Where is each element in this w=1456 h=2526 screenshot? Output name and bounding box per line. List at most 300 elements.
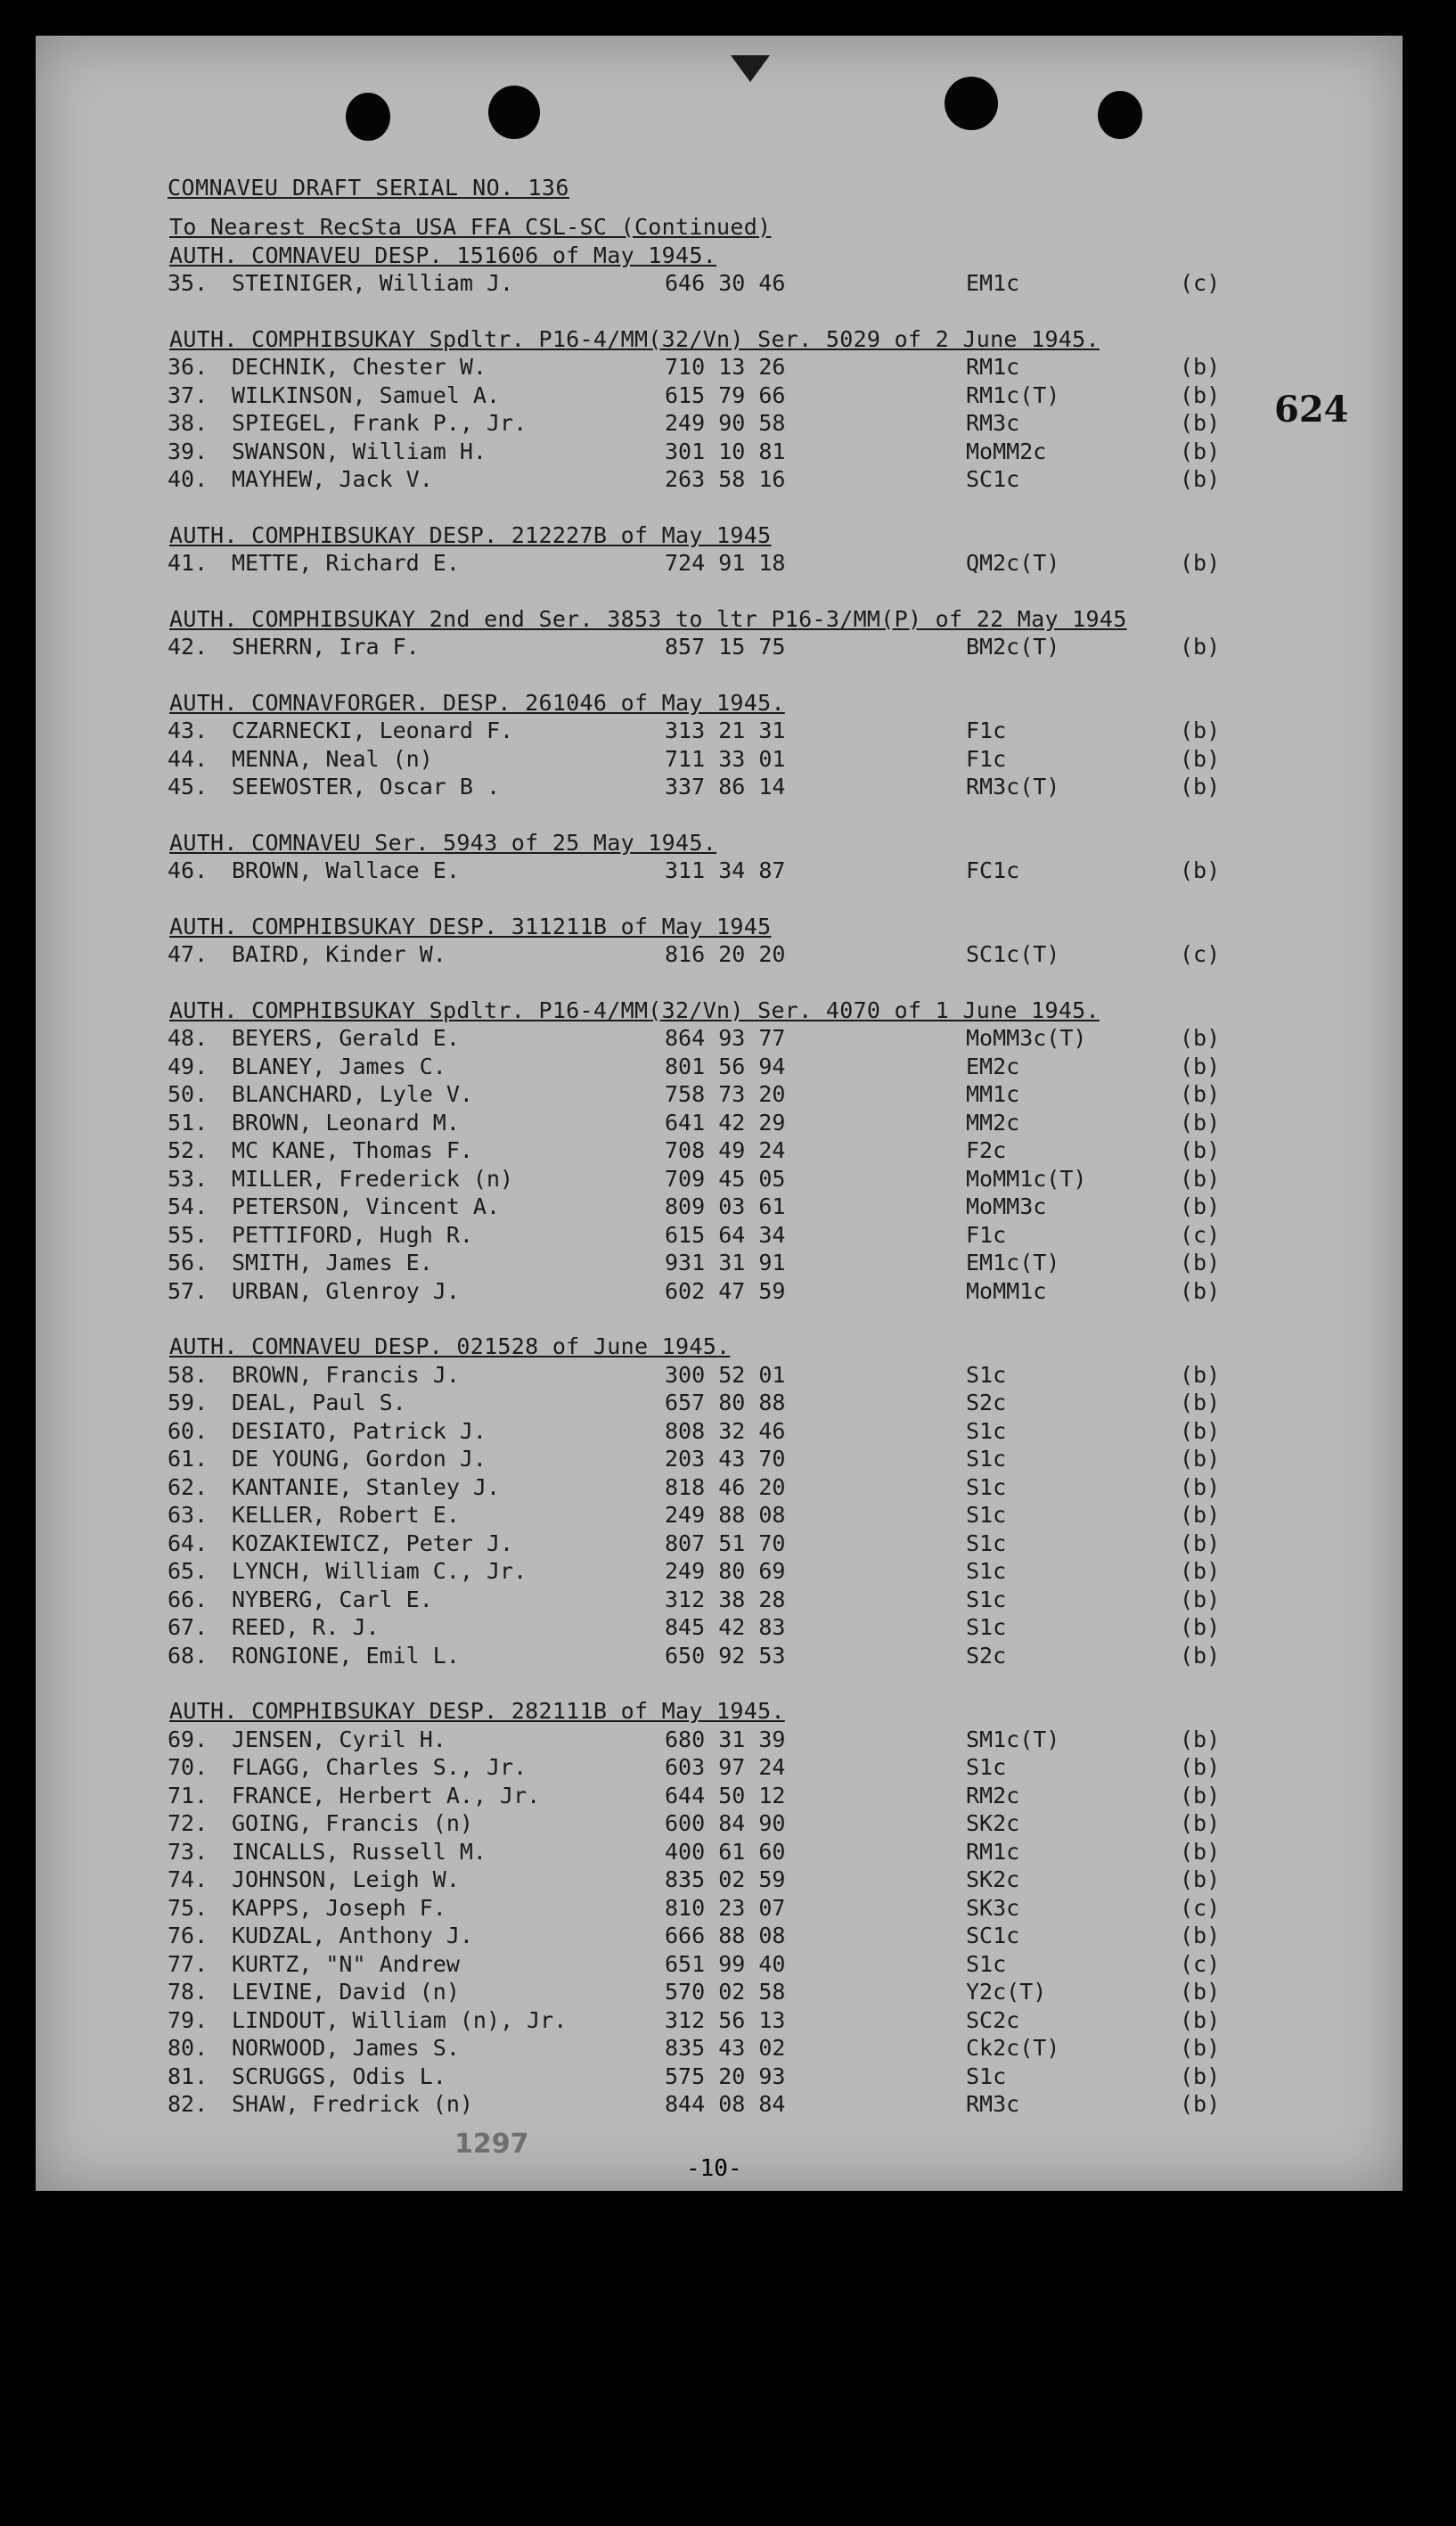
roster-row (168, 1278, 1255, 1305)
rating: S1c (966, 1586, 1007, 1612)
service-number: 337 86 14 (665, 774, 786, 800)
status-code: (b) (1180, 1361, 1221, 1388)
status-code: (b) (1180, 1923, 1221, 1948)
roster-row (168, 2035, 1255, 2062)
roster-row (168, 774, 1255, 800)
rating: S1c (966, 1502, 1007, 1528)
page-stamp-number: 624 (1274, 389, 1349, 431)
entry-number: 45. (168, 774, 209, 800)
entry-number: 37. (168, 381, 209, 408)
entry-number: 59. (168, 1390, 209, 1415)
sailor-name: BLANCHARD, Lyle V. (232, 1081, 473, 1107)
service-number: 857 15 75 (665, 634, 786, 660)
entry-number: 81. (168, 2063, 209, 2089)
service-number: 249 88 08 (665, 1502, 786, 1528)
status-code: (b) (1180, 1277, 1221, 1304)
entry-number: 38. (168, 410, 209, 436)
status-code: (b) (1180, 1053, 1221, 1079)
sailor-name: SHERRN, Ira F. (232, 634, 420, 660)
sailor-name: URBAN, Glenroy J. (232, 1277, 460, 1304)
sailor-name: JOHNSON, Leigh W. (232, 1866, 460, 1892)
roster-row (168, 270, 1255, 297)
sailor-name: BLANEY, James C. (232, 1053, 446, 1079)
roster-row (168, 439, 1255, 465)
section-header: AUTH. COMPHIBSUKAY DESP. 282111B of May 1945. (169, 1698, 785, 1724)
entry-number: 55. (168, 1221, 209, 1248)
roster-row (168, 1726, 1255, 1753)
sailor-name: BEYERS, Gerald E. (232, 1025, 460, 1051)
sailor-name: DE YOUNG, Gordon J. (232, 1446, 487, 1472)
service-number: 600 84 90 (665, 1810, 786, 1836)
service-number: 758 73 20 (665, 1081, 786, 1107)
service-number: 570 02 58 (665, 1979, 786, 2005)
service-number: 651 99 40 (665, 1950, 786, 1977)
roster-row (168, 1895, 1255, 1922)
status-code: (b) (1180, 2006, 1221, 2033)
sailor-name: JENSEN, Cyril H. (232, 1726, 446, 1752)
entry-number: 57. (168, 1277, 209, 1304)
service-number: 864 93 77 (665, 1025, 786, 1051)
status-code: (b) (1180, 1810, 1221, 1836)
service-number: 724 91 18 (665, 550, 786, 576)
rating: S1c (966, 1361, 1007, 1388)
service-number: 575 20 93 (665, 2063, 786, 2089)
sailor-name: PETTIFORD, Hugh R. (232, 1221, 473, 1248)
sailor-name: LINDOUT, William (n), Jr. (232, 2006, 568, 2033)
rating: Y2c(T) (966, 1979, 1047, 2005)
sailor-name: METTE, Richard E. (232, 550, 460, 576)
rating: MM1c (966, 1081, 1020, 1107)
entry-number: 46. (168, 857, 209, 883)
section-header: AUTH. COMPHIBSUKAY 2nd end Ser. 3853 to ltr P16-3/MM(P) of 22 May 1945 (169, 605, 1127, 632)
sailor-name: STEINIGER, William J. (232, 270, 514, 296)
entry-number: 80. (168, 2035, 209, 2061)
service-number: 680 31 39 (665, 1726, 786, 1752)
sailor-name: MAYHEW, Jack V. (232, 466, 433, 492)
roster-row (168, 2063, 1255, 2090)
entry-number: 76. (168, 1923, 209, 1948)
rating: EM1c (966, 270, 1020, 296)
entry-number: 56. (168, 1250, 209, 1275)
sailor-name: MC KANE, Thomas F. (232, 1137, 473, 1163)
sailor-name: SEEWOSTER, Oscar B . (232, 774, 501, 800)
rating: S1c (966, 1473, 1007, 1500)
rating: SK2c (966, 1866, 1020, 1892)
section-header: AUTH. COMPHIBSUKAY DESP. 311211B of May 1945 (169, 913, 772, 939)
entry-number: 43. (168, 718, 209, 743)
service-number: 808 32 46 (665, 1417, 786, 1444)
roster-row (168, 1137, 1255, 1164)
status-code: (b) (1180, 1838, 1221, 1865)
status-code: (b) (1180, 1558, 1221, 1584)
status-code: (b) (1180, 634, 1221, 660)
sailor-name: SWANSON, William H. (232, 438, 487, 464)
rating: RM1c (966, 1838, 1020, 1865)
rating: S1c (966, 1614, 1007, 1640)
roster-row (168, 746, 1255, 773)
status-code: (b) (1180, 857, 1221, 883)
status-code: (b) (1180, 2035, 1221, 2061)
status-code: (b) (1180, 1642, 1221, 1669)
sailor-name: MENNA, Neal (n) (232, 745, 433, 772)
roster-row (168, 1979, 1255, 2005)
rating: S2c (966, 1390, 1007, 1415)
rating: SC2c (966, 2006, 1020, 2033)
service-number: 311 34 87 (665, 857, 786, 883)
rating: SM1c(T) (966, 1726, 1060, 1752)
rating: S1c (966, 1754, 1007, 1780)
roster-row (168, 941, 1255, 968)
roster-row (168, 354, 1255, 381)
status-code: (b) (1180, 1866, 1221, 1892)
sailor-name: MILLER, Frederick (n) (232, 1165, 514, 1192)
entry-number: 78. (168, 1979, 209, 2005)
sailor-name: FLAGG, Charles S., Jr. (232, 1754, 528, 1780)
service-number: 845 42 83 (665, 1614, 786, 1640)
status-code: (b) (1180, 410, 1221, 436)
status-code: (b) (1180, 1193, 1221, 1219)
roster-row (168, 1054, 1255, 1080)
service-number: 810 23 07 (665, 1894, 786, 1921)
service-number: 301 10 81 (665, 438, 786, 464)
rating: F1c (966, 718, 1007, 743)
entry-number: 70. (168, 1754, 209, 1780)
entry-number: 69. (168, 1726, 209, 1752)
section-header: To Nearest RecSta USA FFA CSL-SC (Continued) (169, 214, 772, 240)
entry-number: 47. (168, 941, 209, 967)
entry-number: 51. (168, 1109, 209, 1136)
status-code: (b) (1180, 1726, 1221, 1752)
status-code: (b) (1180, 550, 1221, 576)
handwritten-number: 1297 (454, 2128, 529, 2160)
rating: S1c (966, 1417, 1007, 1444)
sailor-name: KUDZAL, Anthony J. (232, 1923, 473, 1948)
roster-row (168, 1866, 1255, 1893)
sailor-name: KURTZ, "N" Andrew (232, 1950, 460, 1977)
section-header: AUTH. COMPHIBSUKAY DESP. 212227B of May 1945 (169, 521, 772, 548)
entry-number: 44. (168, 745, 209, 772)
roster-row (168, 1951, 1255, 1978)
status-code: (b) (1180, 1473, 1221, 1500)
roster-row (168, 466, 1255, 493)
document-content (36, 36, 1403, 2191)
rating: EM1c(T) (966, 1250, 1060, 1275)
roster-row (168, 1530, 1255, 1557)
status-code: (b) (1180, 354, 1221, 380)
service-number: 615 64 34 (665, 1221, 786, 1248)
status-code: (b) (1180, 466, 1221, 492)
roster-row (168, 1222, 1255, 1249)
service-number: 708 49 24 (665, 1137, 786, 1163)
sailor-name: NYBERG, Carl E. (232, 1586, 433, 1612)
rating: F1c (966, 1221, 1007, 1248)
roster-row (168, 1250, 1255, 1276)
status-code: (b) (1180, 1417, 1221, 1444)
roster-row (168, 634, 1255, 660)
rating: RM1c (966, 354, 1020, 380)
status-code: (b) (1180, 381, 1221, 408)
rating: S1c (966, 1950, 1007, 1977)
rating: MoMM1c (966, 1277, 1047, 1304)
service-number: 709 45 05 (665, 1165, 786, 1192)
service-number: 249 90 58 (665, 410, 786, 436)
document-title: COMNAVEU DRAFT SERIAL NO. 136 (168, 175, 569, 201)
rating: MoMM3c(T) (966, 1025, 1087, 1051)
entry-number: 63. (168, 1502, 209, 1528)
entry-number: 60. (168, 1417, 209, 1444)
sailor-name: REED, R. J. (232, 1614, 380, 1640)
rating: SC1c(T) (966, 941, 1060, 967)
rating: MoMM1c(T) (966, 1165, 1087, 1192)
rating: MoMM3c (966, 1193, 1047, 1219)
status-code: (b) (1180, 1250, 1221, 1275)
rating: S1c (966, 2063, 1007, 2089)
rating: RM3c (966, 410, 1020, 436)
status-code: (b) (1180, 1502, 1221, 1528)
rating: S2c (966, 1642, 1007, 1669)
service-number: 641 42 29 (665, 1109, 786, 1136)
status-code: (b) (1180, 1586, 1221, 1612)
status-code: (b) (1180, 1754, 1221, 1780)
status-code: (b) (1180, 1390, 1221, 1415)
entry-number: 39. (168, 438, 209, 464)
entry-number: 62. (168, 1473, 209, 1500)
rating: S1c (966, 1530, 1007, 1556)
roster-row (168, 1193, 1255, 1220)
service-number: 818 46 20 (665, 1473, 786, 1500)
entry-number: 58. (168, 1361, 209, 1388)
rating: S1c (966, 1446, 1007, 1472)
service-number: 801 56 94 (665, 1053, 786, 1079)
service-number: 603 97 24 (665, 1754, 786, 1780)
entry-number: 67. (168, 1614, 209, 1640)
section-header: AUTH. COMPHIBSUKAY Spdltr. P16-4/MM(32/Vn) Ser. 4070 of 1 June 1945. (169, 996, 1100, 1023)
roster-row (168, 1390, 1255, 1416)
entry-number: 64. (168, 1530, 209, 1556)
sailor-name: BROWN, Wallace E. (232, 857, 460, 883)
rating: SK3c (966, 1894, 1020, 1921)
status-code: (b) (1180, 1530, 1221, 1556)
service-number: 263 58 16 (665, 466, 786, 492)
service-number: 711 33 01 (665, 745, 786, 772)
service-number: 816 20 20 (665, 941, 786, 967)
roster-row (168, 1587, 1255, 1613)
roster-row (168, 1474, 1255, 1501)
entry-number: 40. (168, 466, 209, 492)
roster-row (168, 1614, 1255, 1641)
service-number: 203 43 70 (665, 1446, 786, 1472)
entry-number: 61. (168, 1446, 209, 1472)
status-code: (b) (1180, 2063, 1221, 2089)
sailor-name: SMITH, James E. (232, 1250, 433, 1275)
rating: FC1c (966, 857, 1020, 883)
service-number: 666 88 08 (665, 1923, 786, 1948)
service-number: 807 51 70 (665, 1530, 786, 1556)
service-number: 931 31 91 (665, 1250, 786, 1275)
service-number: 400 61 60 (665, 1838, 786, 1865)
roster-row (168, 718, 1255, 744)
status-code: (b) (1180, 1165, 1221, 1192)
rating: RM3c(T) (966, 774, 1060, 800)
service-number: 657 80 88 (665, 1390, 786, 1415)
sailor-name: BAIRD, Kinder W. (232, 941, 446, 967)
rating: Ck2c(T) (966, 2035, 1060, 2061)
sailor-name: KELLER, Robert E. (232, 1502, 460, 1528)
roster-row (168, 410, 1255, 437)
document-page (36, 36, 1403, 2191)
roster-row (168, 1362, 1255, 1389)
entry-number: 66. (168, 1586, 209, 1612)
roster-row (168, 1839, 1255, 1866)
entry-number: 35. (168, 270, 209, 296)
service-number: 312 56 13 (665, 2006, 786, 2033)
rating: MoMM2c (966, 438, 1047, 464)
roster-row (168, 1081, 1255, 1108)
section-header: AUTH. COMNAVFORGER. DESP. 261046 of May 1945. (169, 689, 785, 716)
section-header: AUTH. COMNAVEU DESP. 021528 of June 1945. (169, 1333, 731, 1359)
status-code: (b) (1180, 1614, 1221, 1640)
status-code: (b) (1180, 438, 1221, 464)
status-code: (b) (1180, 2091, 1221, 2117)
sailor-name: BROWN, Francis J. (232, 1361, 460, 1388)
entry-number: 42. (168, 634, 209, 660)
entry-number: 41. (168, 550, 209, 576)
service-number: 835 02 59 (665, 1866, 786, 1892)
rating: RM1c(T) (966, 381, 1060, 408)
rating: EM2c (966, 1053, 1020, 1079)
status-code: (b) (1180, 1979, 1221, 2005)
status-code: (c) (1180, 941, 1221, 967)
sailor-name: CZARNECKI, Leonard F. (232, 718, 514, 743)
sailor-name: KANTANIE, Stanley J. (232, 1473, 501, 1500)
service-number: 249 80 69 (665, 1558, 786, 1584)
entry-number: 82. (168, 2091, 209, 2117)
roster-row (168, 1558, 1255, 1585)
sailor-name: DESIATO, Patrick J. (232, 1417, 487, 1444)
rating: SC1c (966, 466, 1020, 492)
rating: SC1c (966, 1923, 1020, 1948)
roster-row (168, 382, 1255, 409)
roster-row (168, 1810, 1255, 1837)
status-code: (b) (1180, 745, 1221, 772)
sailor-name: FRANCE, Herbert A., Jr. (232, 1782, 541, 1808)
status-code: (b) (1180, 1782, 1221, 1808)
status-code: (c) (1180, 1950, 1221, 1977)
service-number: 835 43 02 (665, 2035, 786, 2061)
rating: F2c (966, 1137, 1007, 1163)
roster-row (168, 1418, 1255, 1445)
rating: S1c (966, 1558, 1007, 1584)
roster-row (168, 857, 1255, 884)
sailor-name: SPIEGEL, Frank P., Jr. (232, 410, 528, 436)
sailor-name: SCRUGGS, Odis L. (232, 2063, 446, 2089)
entry-number: 74. (168, 1866, 209, 1892)
status-code: (b) (1180, 1109, 1221, 1136)
service-number: 646 30 46 (665, 270, 786, 296)
entry-number: 54. (168, 1193, 209, 1219)
status-code: (b) (1180, 1137, 1221, 1163)
entry-number: 68. (168, 1642, 209, 1669)
status-code: (b) (1180, 718, 1221, 743)
entry-number: 65. (168, 1558, 209, 1584)
service-number: 312 38 28 (665, 1586, 786, 1612)
section-header: AUTH. COMPHIBSUKAY Spdltr. P16-4/MM(32/Vn) Ser. 5029 of 2 June 1945. (169, 325, 1100, 352)
service-number: 602 47 59 (665, 1277, 786, 1304)
entry-number: 75. (168, 1894, 209, 1921)
sailor-name: KOZAKIEWICZ, Peter J. (232, 1530, 514, 1556)
service-number: 313 21 31 (665, 718, 786, 743)
service-number: 650 92 53 (665, 1642, 786, 1669)
status-code: (c) (1180, 1221, 1221, 1248)
entry-number: 48. (168, 1025, 209, 1051)
rating: QM2c(T) (966, 550, 1060, 576)
service-number: 809 03 61 (665, 1193, 786, 1219)
sailor-name: SHAW, Fredrick (n) (232, 2091, 473, 2117)
status-code: (b) (1180, 1446, 1221, 1472)
service-number: 710 13 26 (665, 354, 786, 380)
status-code: (b) (1180, 1025, 1221, 1051)
rating: BM2c(T) (966, 634, 1060, 660)
entry-number: 77. (168, 1950, 209, 1977)
sailor-name: LEVINE, David (n) (232, 1979, 460, 2005)
service-number: 300 52 01 (665, 1361, 786, 1388)
service-number: 844 08 84 (665, 2091, 786, 2117)
entry-number: 73. (168, 1838, 209, 1865)
entry-number: 52. (168, 1137, 209, 1163)
rating: RM2c (966, 1782, 1020, 1808)
status-code: (c) (1180, 270, 1221, 296)
section-header: AUTH. COMNAVEU DESP. 151606 of May 1945. (169, 242, 717, 268)
roster-row (168, 550, 1255, 577)
roster-row (168, 1754, 1255, 1781)
service-number: 615 79 66 (665, 381, 786, 408)
section-header: AUTH. COMNAVEU Ser. 5943 of 25 May 1945. (169, 829, 717, 856)
rating: MM2c (966, 1109, 1020, 1136)
entry-number: 79. (168, 2006, 209, 2033)
roster-row (168, 2091, 1255, 2118)
roster-row (168, 1923, 1255, 1949)
entry-number: 50. (168, 1081, 209, 1107)
sailor-name: LYNCH, William C., Jr. (232, 1558, 528, 1584)
status-code: (c) (1180, 1894, 1221, 1921)
rating: RM3c (966, 2091, 1020, 2117)
status-code: (b) (1180, 1081, 1221, 1107)
sailor-name: PETERSON, Vincent A. (232, 1193, 501, 1219)
sailor-name: DEAL, Paul S. (232, 1390, 406, 1415)
sailor-name: GOING, Francis (n) (232, 1810, 473, 1836)
roster-row (168, 1783, 1255, 1809)
roster-row (168, 1110, 1255, 1136)
rating: SK2c (966, 1810, 1020, 1836)
roster-row (168, 1502, 1255, 1529)
roster-row (168, 1446, 1255, 1472)
service-number: 644 50 12 (665, 1782, 786, 1808)
sailor-name: RONGIONE, Emil L. (232, 1642, 460, 1669)
entry-number: 71. (168, 1782, 209, 1808)
sailor-name: NORWOOD, James S. (232, 2035, 460, 2061)
entry-number: 72. (168, 1810, 209, 1836)
roster-row (168, 1166, 1255, 1193)
sailor-name: WILKINSON, Samuel A. (232, 381, 501, 408)
roster-row (168, 1643, 1255, 1669)
page-number: -10- (686, 2155, 742, 2182)
roster-row (168, 1025, 1255, 1052)
status-code: (b) (1180, 774, 1221, 800)
sailor-name: KAPPS, Joseph F. (232, 1894, 446, 1921)
sailor-name: DECHNIK, Chester W. (232, 354, 487, 380)
sailor-name: BROWN, Leonard M. (232, 1109, 460, 1136)
sailor-name: INCALLS, Russell M. (232, 1838, 487, 1865)
